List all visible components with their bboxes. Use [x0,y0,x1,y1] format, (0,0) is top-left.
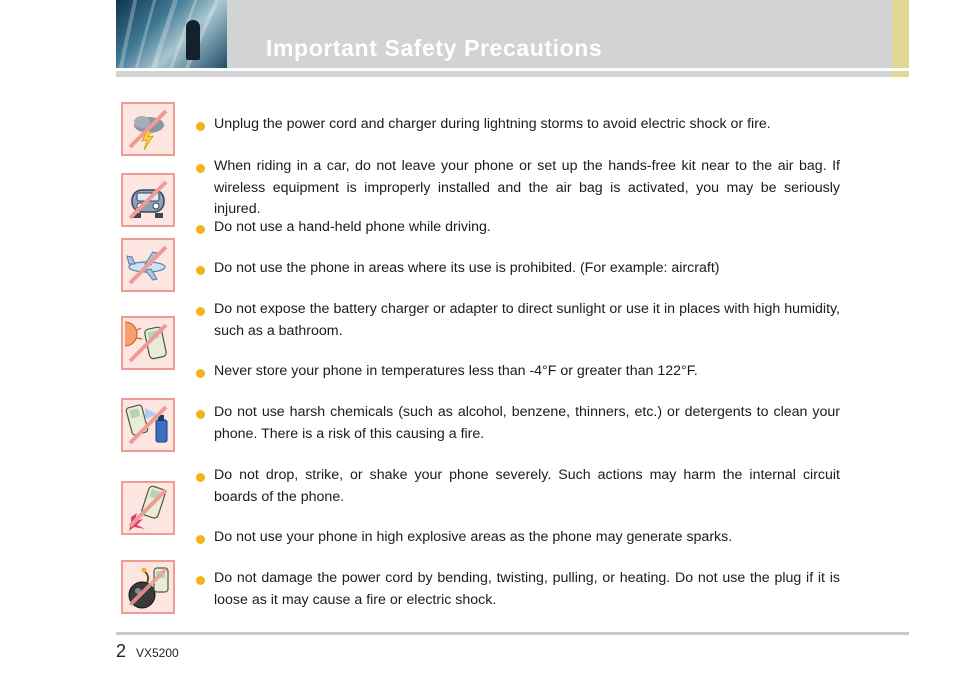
bullet-icon [196,225,205,234]
list-item-text: Do not use the phone in areas where its use is prohibited. (For example: aircraft) [214,260,720,276]
sunlight-phone-prohibited-icon [121,316,175,370]
accent-tab-rule [892,71,909,77]
list-item-text: Do not use your phone in high explosive areas as the phone may generate sparks. [214,529,733,545]
header-rule [116,71,892,77]
page-number: 2 [116,641,127,661]
footer-rule [116,632,909,635]
bullet-icon [196,535,205,544]
lightning-storm-prohibited-icon [121,102,175,156]
list-item-text: Do not drop, strike, or shake your phone severely. Such actions may harm the internal circuit boards of the phone. [214,467,840,505]
model-name: VX5200 [136,646,179,660]
list-item-text: Do not use a hand-held phone while driving. [214,219,491,235]
bullet-icon [196,122,205,131]
list-item-text: When riding in a car, do not leave your phone or set up the hands-free kit near to the air bag. If wireless equipment is improperly installed and the air bag is activated, you may be seriously injured. [214,158,840,217]
list-item-text: Never store your phone in temperatures less than -4°F or greater than 122°F. [214,363,698,379]
page-title: Important Safety Precautions [266,35,603,61]
dropping-phone-prohibited-icon [121,481,175,535]
list-item-text: Do not use harsh chemicals (such as alcohol, benzene, thinners, etc.) or detergents to clean your phone. There is a risk of this causing a fire. [214,404,840,442]
bullet-icon [196,473,205,482]
bullet-icon [196,576,205,585]
header-photo [116,0,227,68]
bullet-icon [196,164,205,173]
chemical-spray-prohibited-icon [121,398,175,452]
bullet-icon [196,410,205,419]
car-airbag-prohibited-icon [121,173,175,227]
list-item-text: Do not expose the battery charger or adapter to direct sunlight or use it in places with high humidity, such as a bathroom. [214,301,840,339]
explosive-bomb-prohibited-icon [121,560,175,614]
bullet-icon [196,307,205,316]
bullet-icon [196,369,205,378]
page-header [116,0,892,68]
list-item-text: Do not damage the power cord by bending, twisting, pulling, or heating. Do not use the plug if it is loose as it may cause a fire or electric shock. [214,570,840,608]
accent-tab [892,0,909,68]
bullet-icon [196,266,205,275]
aircraft-prohibited-icon [121,238,175,292]
list-item-text: Unplug the power cord and charger during lightning storms to avoid electric shock or fire. [214,116,771,132]
